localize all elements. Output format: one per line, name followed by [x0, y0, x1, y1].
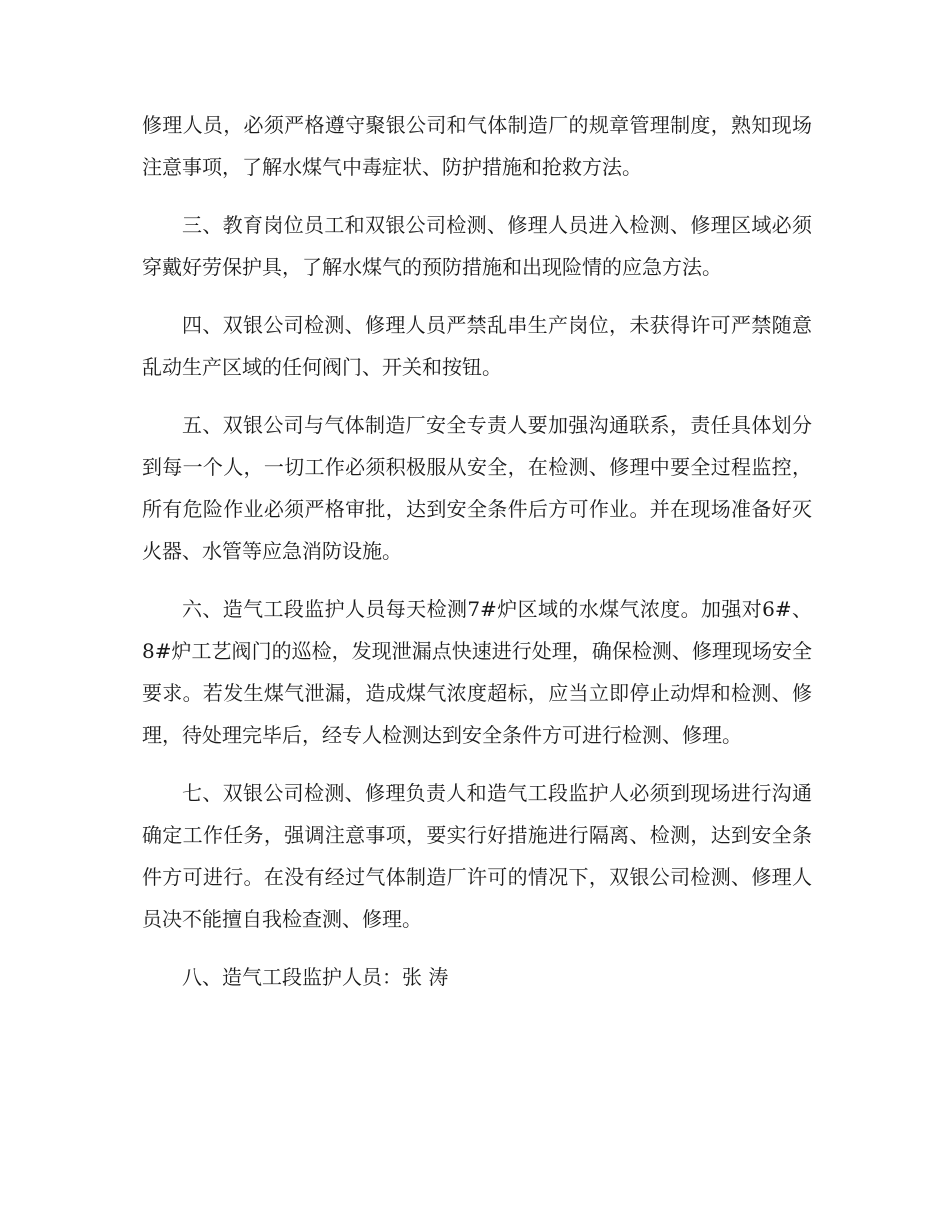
paragraph-item-4: 四、双银公司检测、修理人员严禁乱串生产岗位，未获得许可严禁随意乱动生产区域的任何阀门、开关和按钮。 — [142, 313, 812, 379]
paragraph-item-6: 六、造气工段监护人员每天检测7#炉区域的水煤气浓度。加强对6#、8#炉工艺阀门的巡检，发现泄漏点快速进行处理，确保检测、修理现场安全要求。若发生煤气泄漏，造成煤气浓度超标，应当立即停止动焊和检测、修理，待处理完毕后，经专人检测达到安全条件方可进行检测、修理。 — [142, 597, 812, 747]
paragraph-item-5: 五、双银公司与气体制造厂安全专责人要加强沟通联系，责任具体划分到每一个人，一切工作必须积极服从安全，在检测、修理中要全过程监控，所有危险作业必须严格审批，达到安全条件后方可作业。并在现场准备好灭火器、水管等应急消防设施。 — [142, 413, 812, 563]
paragraph-item-3: 三、教育岗位员工和双银公司检测、修理人员进入检测、修理区域必须穿戴好劳保护具，了解水煤气的预防措施和出现险情的应急方法。 — [142, 213, 812, 279]
paragraph-item-7: 七、双银公司检测、修理负责人和造气工段监护人必须到现场进行沟通确定工作任务，强调注意事项，要实行好措施进行隔离、检测，达到安全条件方可进行。在没有经过气体制造厂许可的情况下，双银公司检测、修理人员决不能擅自我检查测、修理。 — [142, 781, 812, 931]
paragraph-item-8: 八、造气工段监护人员：张 涛 — [182, 965, 449, 989]
document-body — [142, 104, 812, 1014]
paragraph-continuation: 修理人员，必须严格遵守聚银公司和气体制造厂的规章管理制度，熟知现场注意事项，了解水煤气中毒症状、防护措施和抢救方法。 — [142, 113, 812, 179]
